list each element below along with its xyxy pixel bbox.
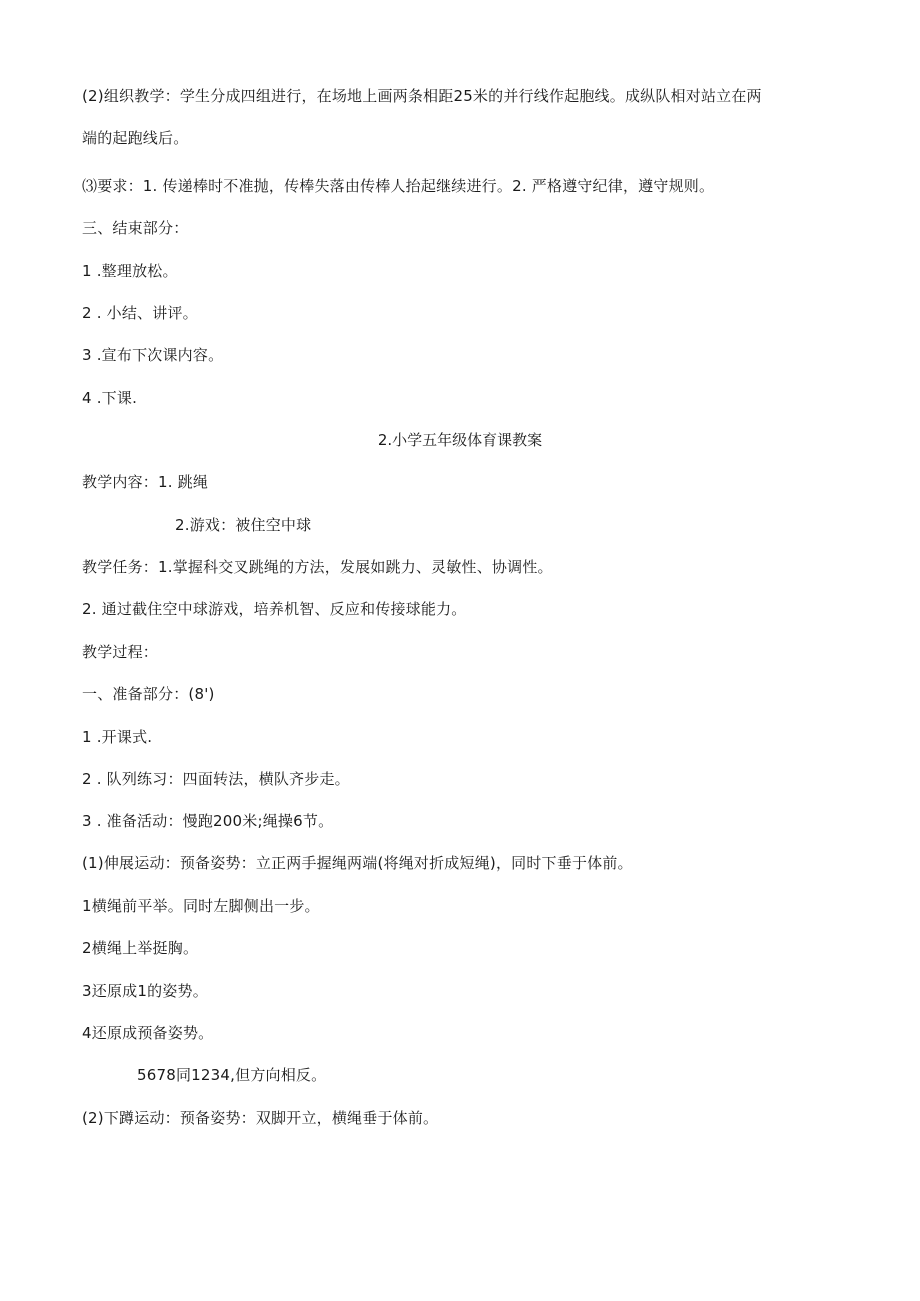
paragraph-requirements: ⑶要求：1. 传递棒时不准抛，传棒失落由传棒人抬起继续进行。2. 严格遵守纪律，遵守规则。 <box>82 177 715 195</box>
section-title: 2.小学五年级体育课教案 <box>377 431 543 449</box>
teaching-process-heading: 教学过程： <box>82 643 159 661</box>
list-item-warmup: 3 . 准备活动：慢跑200米;绳操6节。 <box>82 812 334 830</box>
step-3: 3还原成1的姿势。 <box>82 982 208 1000</box>
paragraph-organize-teaching: (2)组织教学：学生分成四组进行，在场地上画两条相距25米的并行线作起胞线。成纵队相对站立在两 <box>82 87 762 105</box>
paragraph-stretching: (1)伸展运动：预备姿势：立正两手握绳两端(将绳对折成短绳)，同时下垂于体前。 <box>82 854 633 872</box>
paragraph-squat: (2)下蹲运动：预备姿势：双脚开立，横绳垂于体前。 <box>82 1109 439 1127</box>
step-1: 1横绳前平举。同时左脚侧出一步。 <box>82 897 320 915</box>
list-item-dismiss: 4 .下课. <box>82 389 138 407</box>
paragraph-organize-teaching-cont: 端的起跑线后。 <box>82 129 189 147</box>
heading-ending-part: 三、结束部分： <box>82 219 189 237</box>
step-5678: 5678同1234,但方向相反。 <box>137 1066 327 1084</box>
list-item-relax: 1 .整理放松。 <box>82 262 178 280</box>
teaching-content: 教学内容：1. 跳绳 <box>82 473 209 491</box>
list-item-announce: 3 .宣布下次课内容。 <box>82 346 224 364</box>
teaching-task-item-2: 2. 通过截住空中球游戏，培养机智、反应和传接球能力。 <box>82 600 467 618</box>
teaching-content-item-2: 2.游戏：被住空中球 <box>175 516 312 534</box>
list-item-opening: 1 .开课式. <box>82 728 153 746</box>
step-2: 2横绳上举挺胸。 <box>82 939 199 957</box>
list-item-formation-drill: 2 . 队列练习：四面转法，横队齐步走。 <box>82 770 350 788</box>
heading-preparation-part: 一、准备部分：(8') <box>82 685 215 703</box>
teaching-task: 教学任务：1.掌握科交叉跳绳的方法，发展如跳力、灵敏性、协调性。 <box>82 558 553 576</box>
list-item-summary: 2 . 小结、讲评。 <box>82 304 198 322</box>
step-4: 4还原成预备姿势。 <box>82 1024 214 1042</box>
